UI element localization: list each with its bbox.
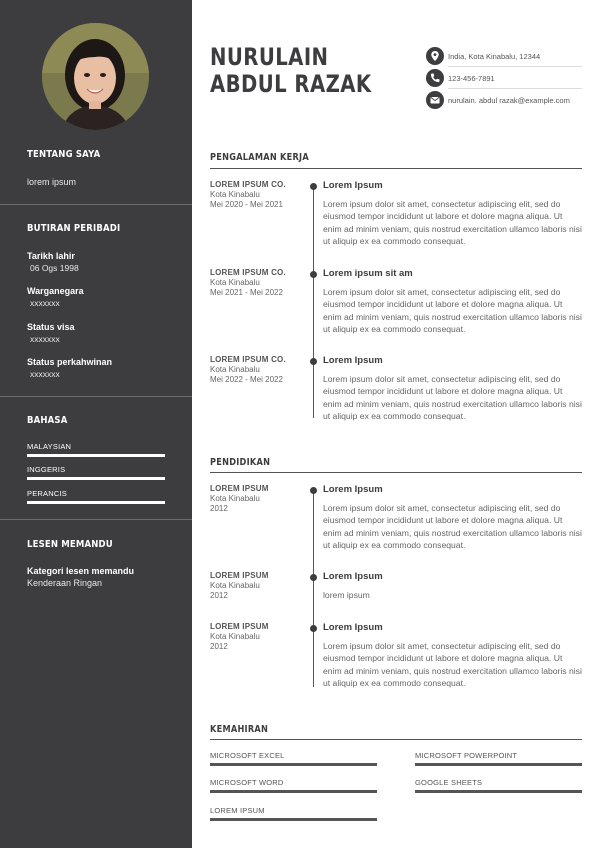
education-heading: PENDIDIKAN	[210, 457, 271, 468]
contact-phone	[426, 69, 582, 89]
name-line-2: ABDUL RAZAK	[210, 70, 372, 98]
contact-address	[426, 47, 582, 67]
timeline-dot	[310, 271, 317, 278]
date-range: Mei 2022 - Mei 2022	[210, 375, 283, 384]
email-text: nurulain. abdul razak@example.com	[448, 96, 570, 105]
license-label: Kategori lesen memandu	[27, 566, 135, 576]
company-location: Kota Kinabalu	[210, 365, 260, 374]
company-location: Kota Kinabalu	[210, 278, 260, 287]
email-icon	[426, 91, 444, 109]
company-name: LOREM IPSUM CO.	[210, 268, 286, 277]
school-name: LOREM IPSUM	[210, 622, 269, 631]
section-rule	[210, 472, 582, 473]
degree-title: Lorem Ipsum	[323, 622, 383, 633]
personal-value: xxxxxxx	[30, 334, 60, 344]
personal-label: Status visa	[27, 322, 75, 332]
graduation-year: 2012	[210, 642, 228, 651]
personal-value: 06 Ogs 1998	[30, 263, 79, 273]
degree-description: Lorem ipsum dolor sit amet, consectetur adipiscing elit, sed do eiusmod tempor incididunt ut labore et dolore magna aliqua. Ut enim ad minim veniam, quis nostrud exercitation ullamco laboris nisi ut aliquip ex ea commodo consequat.	[323, 641, 582, 689]
skill-level-bar	[210, 790, 377, 793]
license-value: Kenderaan Ringan	[27, 578, 103, 588]
job-description: Lorem ipsum dolor sit amet, consectetur adipiscing elit, sed do eiusmod tempor incididunt ut labore et dolore magna aliqua. Ut enim ad minim veniam, quis nostrud exercitation ullamco laboris nisi ut aliquip ex ea commodo consequat.	[323, 374, 582, 422]
skills-heading: KEMAHIRAN	[210, 724, 269, 735]
school-name: LOREM IPSUM	[210, 484, 269, 493]
language-item	[27, 489, 165, 504]
job-title: Lorem Ipsum	[323, 355, 383, 366]
graduation-year: 2012	[210, 504, 228, 513]
license-heading: LESEN MEMANDU	[27, 539, 113, 550]
language-label: MALAYSIAN	[27, 442, 72, 451]
sidebar-divider	[0, 204, 192, 205]
date-range: Mei 2020 - Mei 2021	[210, 200, 283, 209]
contact-email	[426, 91, 582, 111]
language-item	[27, 465, 165, 480]
languages-heading: BAHASA	[27, 415, 68, 426]
personal-value: xxxxxxx	[30, 298, 60, 308]
personal-label: Tarikh lahir	[27, 251, 75, 261]
name-line-1: NURULAIN	[210, 43, 329, 71]
skill-level-bar	[210, 818, 377, 821]
job-description: Lorem ipsum dolor sit amet, consectetur adipiscing elit, sed do eiusmod tempor incididunt ut labore et dolore magna aliqua. Ut enim ad minim veniam, quis nostrud exercitation ullamco laboris nisi ut aliquip ex ea commodo consequat.	[323, 199, 582, 247]
company-name: LOREM IPSUM CO.	[210, 180, 286, 189]
school-location: Kota Kinabalu	[210, 632, 260, 641]
section-rule	[210, 168, 582, 169]
sidebar	[0, 0, 192, 848]
language-level-bar	[27, 454, 165, 457]
phone-icon	[426, 69, 444, 87]
degree-description: lorem ipsum	[323, 590, 370, 600]
timeline-dot	[310, 574, 317, 581]
personal-heading: BUTIRAN PERIBADI	[27, 223, 121, 234]
skill-level-bar	[210, 763, 377, 766]
school-location: Kota Kinabalu	[210, 581, 260, 590]
address-text: India, Kota Kinabalu, 12344	[448, 52, 541, 61]
timeline-line	[313, 186, 314, 418]
timeline-dot	[310, 487, 317, 494]
location-icon	[426, 47, 444, 65]
skill-item	[210, 751, 377, 766]
skill-level-bar	[415, 763, 582, 766]
job-title: Lorem Ipsum	[323, 180, 383, 191]
personal-value: xxxxxxx	[30, 369, 60, 379]
about-text: lorem ipsum	[27, 177, 77, 187]
language-label: INGGERIS	[27, 465, 66, 474]
phone-text: 123-456-7891	[448, 74, 495, 83]
language-item	[27, 442, 165, 457]
skill-item	[415, 751, 582, 766]
job-title: Lorem ipsum sit am	[323, 268, 413, 279]
profile-photo	[42, 23, 149, 130]
timeline-line	[313, 489, 314, 687]
graduation-year: 2012	[210, 591, 228, 600]
skill-item	[415, 778, 582, 793]
skill-label: MICROSOFT EXCEL	[210, 751, 285, 760]
sidebar-divider	[0, 519, 192, 520]
company-name: LOREM IPSUM CO.	[210, 355, 286, 364]
personal-label: Warganegara	[27, 286, 84, 296]
contact-divider	[448, 88, 582, 89]
about-heading: TENTANG SAYA	[27, 149, 101, 160]
skill-label: MICROSOFT WORD	[210, 778, 284, 787]
personal-label: Status perkahwinan	[27, 357, 113, 367]
degree-title: Lorem Ipsum	[323, 484, 383, 495]
experience-heading: PENGALAMAN KERJA	[210, 152, 309, 163]
timeline-dot	[310, 358, 317, 365]
skill-label: LOREM IPSUM	[210, 806, 265, 815]
skill-item	[210, 806, 377, 821]
school-location: Kota Kinabalu	[210, 494, 260, 503]
school-name: LOREM IPSUM	[210, 571, 269, 580]
degree-title: Lorem Ipsum	[323, 571, 383, 582]
date-range: Mei 2021 - Mei 2022	[210, 288, 283, 297]
skill-level-bar	[415, 790, 582, 793]
degree-description: Lorem ipsum dolor sit amet, consectetur adipiscing elit, sed do eiusmod tempor incididunt ut labore et dolore magna aliqua. Ut enim ad minim veniam, quis nostrud exercitation ullamco laboris nisi ut aliquip ex ea commodo consequat.	[323, 503, 582, 551]
sidebar-divider	[0, 396, 192, 397]
skill-item	[210, 778, 377, 793]
language-level-bar	[27, 477, 165, 480]
language-level-bar	[27, 501, 165, 504]
company-location: Kota Kinabalu	[210, 190, 260, 199]
full-name	[210, 44, 372, 98]
timeline-dot	[310, 625, 317, 632]
section-rule	[210, 739, 582, 740]
skill-label: GOOGLE SHEETS	[415, 778, 483, 787]
timeline-dot	[310, 183, 317, 190]
job-description: Lorem ipsum dolor sit amet, consectetur adipiscing elit, sed do eiusmod tempor incididunt ut labore et dolore magna aliqua. Ut enim ad minim veniam, quis nostrud exercitation ullamco laboris nisi ut aliquip ex ea commodo consequat.	[323, 287, 582, 335]
contact-divider	[448, 66, 582, 67]
skill-label: MICROSOFT POWERPOINT	[415, 751, 518, 760]
language-label: PERANCIS	[27, 489, 67, 498]
